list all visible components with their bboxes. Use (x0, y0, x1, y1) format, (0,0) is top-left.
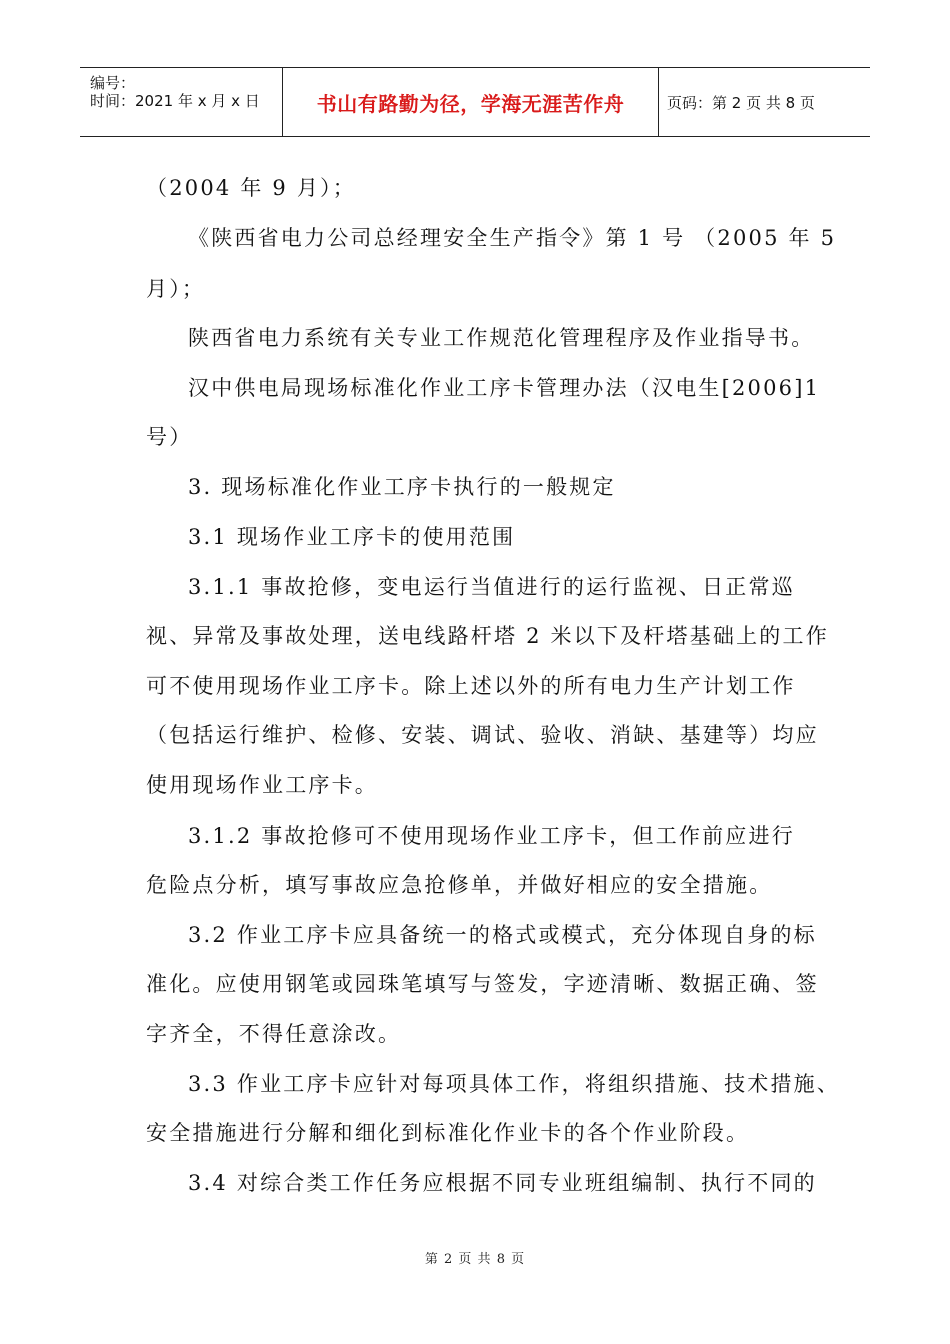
section-heading: 3. 现场标准化作业工序卡执行的一般规定 (188, 475, 616, 499)
body-line: 安全措施进行分解和细化到标准化作业卡的各个作业阶段。 (146, 1121, 750, 1145)
page-footer: 第 2 页 共 8 页 (424, 1252, 526, 1267)
body-line: 3.3 作业工序卡应针对每项具体工作，将组织措施、技术措施、 (188, 1072, 841, 1096)
body-line: 《陕西省电力公司总经理安全生产指令》第 1 号 （2005 年 5 (188, 226, 837, 250)
header-motto: 书山有路勤为径，学海无涯苦作舟 (283, 68, 659, 136)
body-line: 可不使用现场作业工序卡。除上述以外的所有电力生产计划工作 (146, 674, 796, 698)
body-line: 汉中供电局现场标准化作业工序卡管理办法（汉电生[2006]1 (188, 376, 821, 400)
document-time-label: 时间：2021 年 x 月 x 日 (90, 92, 260, 110)
body-line: 3.1.2 事故抢修可不使用现场作业工序卡，但工作前应进行 (188, 824, 795, 848)
body-line: 陕西省电力系统有关专业工作规范化管理程序及作业指导书。 (188, 326, 815, 350)
body-line: 3.4 对综合类工作任务应根据不同专业班组编制、执行不同的 (188, 1171, 817, 1195)
body-line: 视、异常及事故处理，送电线路杆塔 2 米以下及杆塔基础上的工作 (146, 624, 829, 648)
subsection-heading: 3.1 现场作业工序卡的使用范围 (188, 525, 516, 549)
body-line: 危险点分析，填写事故应急抢修单，并做好相应的安全措施。 (146, 873, 773, 897)
body-line: 号） (146, 425, 193, 449)
document-number-label: 编号： (90, 74, 136, 92)
header-page-code: 页码：第 2 页 共 8 页 (667, 93, 815, 112)
body-line: （2004 年 9 月）； (146, 176, 356, 200)
body-line: （包括运行维护、检修、安装、调试、验收、消缺、基建等）均应 (146, 723, 819, 747)
header-meta (80, 68, 283, 136)
body-line: 3.1.1 事故抢修，变电运行当值进行的运行监视、日正常巡 (188, 575, 795, 599)
body-line: 字齐全，不得任意涂改。 (146, 1022, 402, 1046)
page-header (80, 67, 870, 137)
body-line: 3.2 作业工序卡应具备统一的格式或模式，充分体现自身的标 (188, 923, 817, 947)
body-line: 月）； (146, 277, 206, 301)
body-line: 使用现场作业工序卡。 (146, 773, 378, 797)
body-line: 准化。应使用钢笔或园珠笔填写与签发，字迹清晰、数据正确、签 (146, 972, 819, 996)
